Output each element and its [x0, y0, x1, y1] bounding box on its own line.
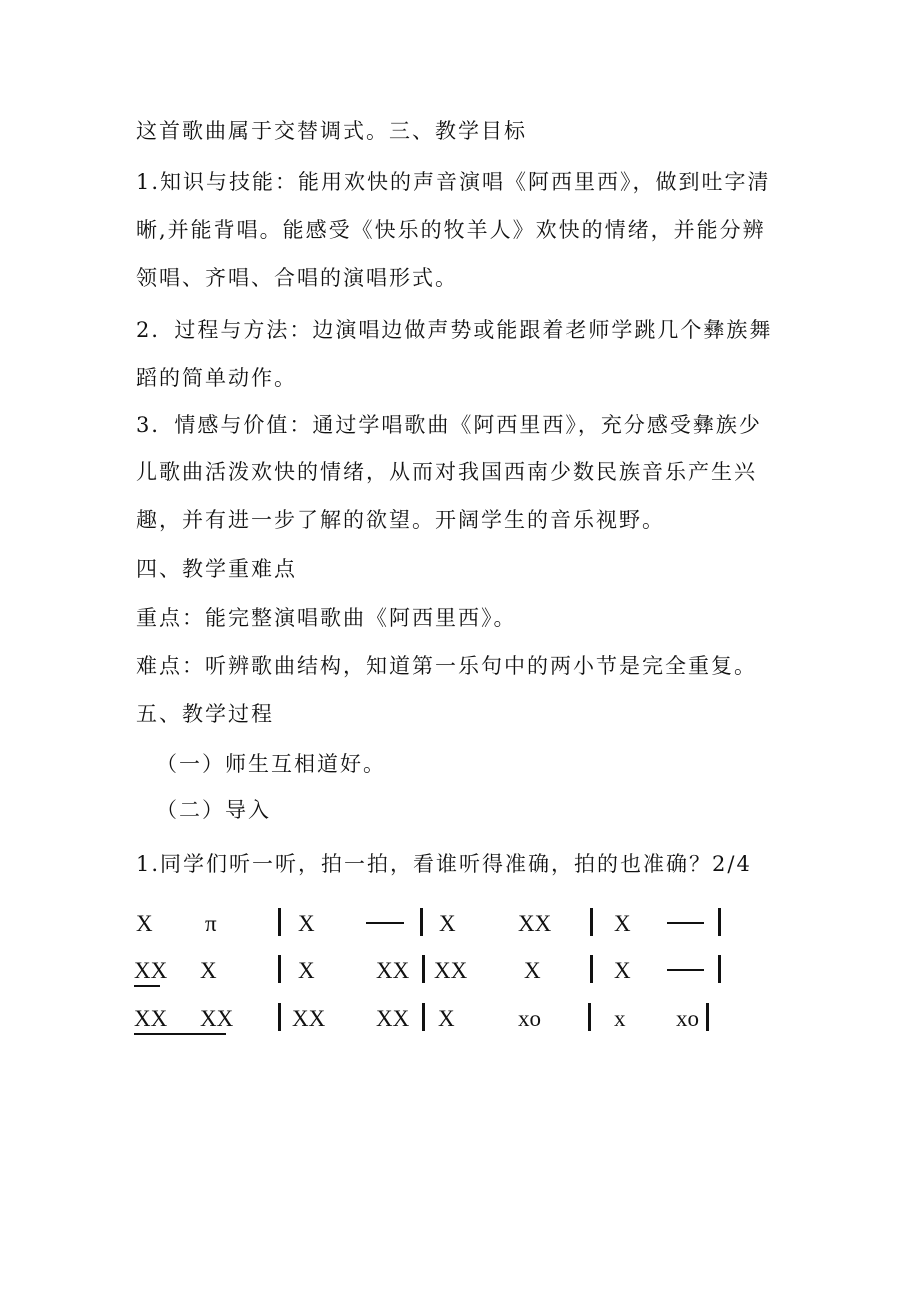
rhythm-note: X	[136, 911, 153, 936]
text-line: 1.知识与技能：能用欢快的声音演唱《阿西里西》，做到吐字清	[136, 170, 771, 194]
rhythm-note: x	[614, 1006, 626, 1031]
beam-underline	[134, 985, 160, 987]
rhythm-note: X	[298, 958, 315, 983]
subsection-heading: （二）导入	[156, 798, 271, 822]
bar-line	[420, 908, 423, 936]
text-line: 儿歌曲活泼欢快的情绪，从而对我国西南少数民族音乐产生兴	[136, 460, 757, 484]
rhythm-note: XX	[200, 1006, 234, 1031]
text-line: 蹈的简单动作。	[136, 366, 297, 390]
rhythm-note: XX	[292, 1006, 326, 1031]
text-line: 趣，并有进一步了解的欲望。开阔学生的音乐视野。	[136, 508, 665, 532]
bar-line	[718, 908, 721, 936]
rhythm-note: XX	[434, 958, 468, 983]
rhythm-note: X	[524, 958, 541, 983]
text-line: 领唱、齐唱、合唱的演唱形式。	[136, 266, 458, 290]
rhythm-note: π	[205, 911, 217, 936]
text-line: 晰,并能背唱。能感受《快乐的牧羊人》欢快的情绪，并能分辨	[136, 218, 766, 242]
rhythm-note: X	[439, 911, 456, 936]
hold-dash	[667, 969, 704, 971]
section-heading: 四、教学重难点	[136, 557, 297, 581]
text-line: 重点：能完整演唱歌曲《阿西里西》。	[136, 606, 517, 630]
hold-dash	[667, 922, 704, 924]
rhythm-note: XX	[134, 958, 168, 983]
bar-line	[706, 1003, 709, 1031]
subsection-heading: （一）师生互相道好。	[156, 752, 386, 776]
text-line: 3．情感与价值：通过学唱歌曲《阿西里西》，充分感受彝族少	[136, 413, 762, 437]
hold-dash	[366, 922, 404, 924]
rhythm-note: xo	[518, 1006, 541, 1031]
rhythm-note: XX	[376, 1006, 410, 1031]
bar-line	[590, 955, 593, 983]
bar-line	[278, 908, 281, 936]
rhythm-note: XX	[134, 1006, 168, 1031]
rhythm-note: XX	[376, 958, 410, 983]
rhythm-note: X	[614, 911, 631, 936]
text-line: 2．过程与方法：边演唱边做声势或能跟着老师学跳几个彝族舞	[136, 318, 773, 342]
bar-line	[278, 955, 281, 983]
bar-line	[718, 955, 721, 983]
bar-line	[422, 955, 425, 983]
rhythm-note: X	[200, 958, 217, 983]
rhythm-note: xo	[676, 1006, 699, 1031]
bar-line	[590, 908, 593, 936]
rhythm-note: XX	[518, 911, 552, 936]
bar-line	[422, 1003, 425, 1031]
section-heading: 五、教学过程	[136, 702, 274, 726]
rhythm-note: X	[614, 958, 631, 983]
beam-underline	[134, 1033, 226, 1035]
rhythm-note: X	[298, 911, 315, 936]
bar-line	[278, 1003, 281, 1031]
text-line: 难点：听辨歌曲结构，知道第一乐句中的两小节是完全重复。	[136, 654, 757, 678]
bar-line	[588, 1003, 591, 1031]
rhythm-note: X	[438, 1006, 455, 1031]
text-line: 这首歌曲属于交替调式。三、教学目标	[136, 119, 527, 143]
text-line: 1.同学们听一听，拍一拍，看谁听得准确，拍的也准确？2/4	[136, 852, 752, 876]
